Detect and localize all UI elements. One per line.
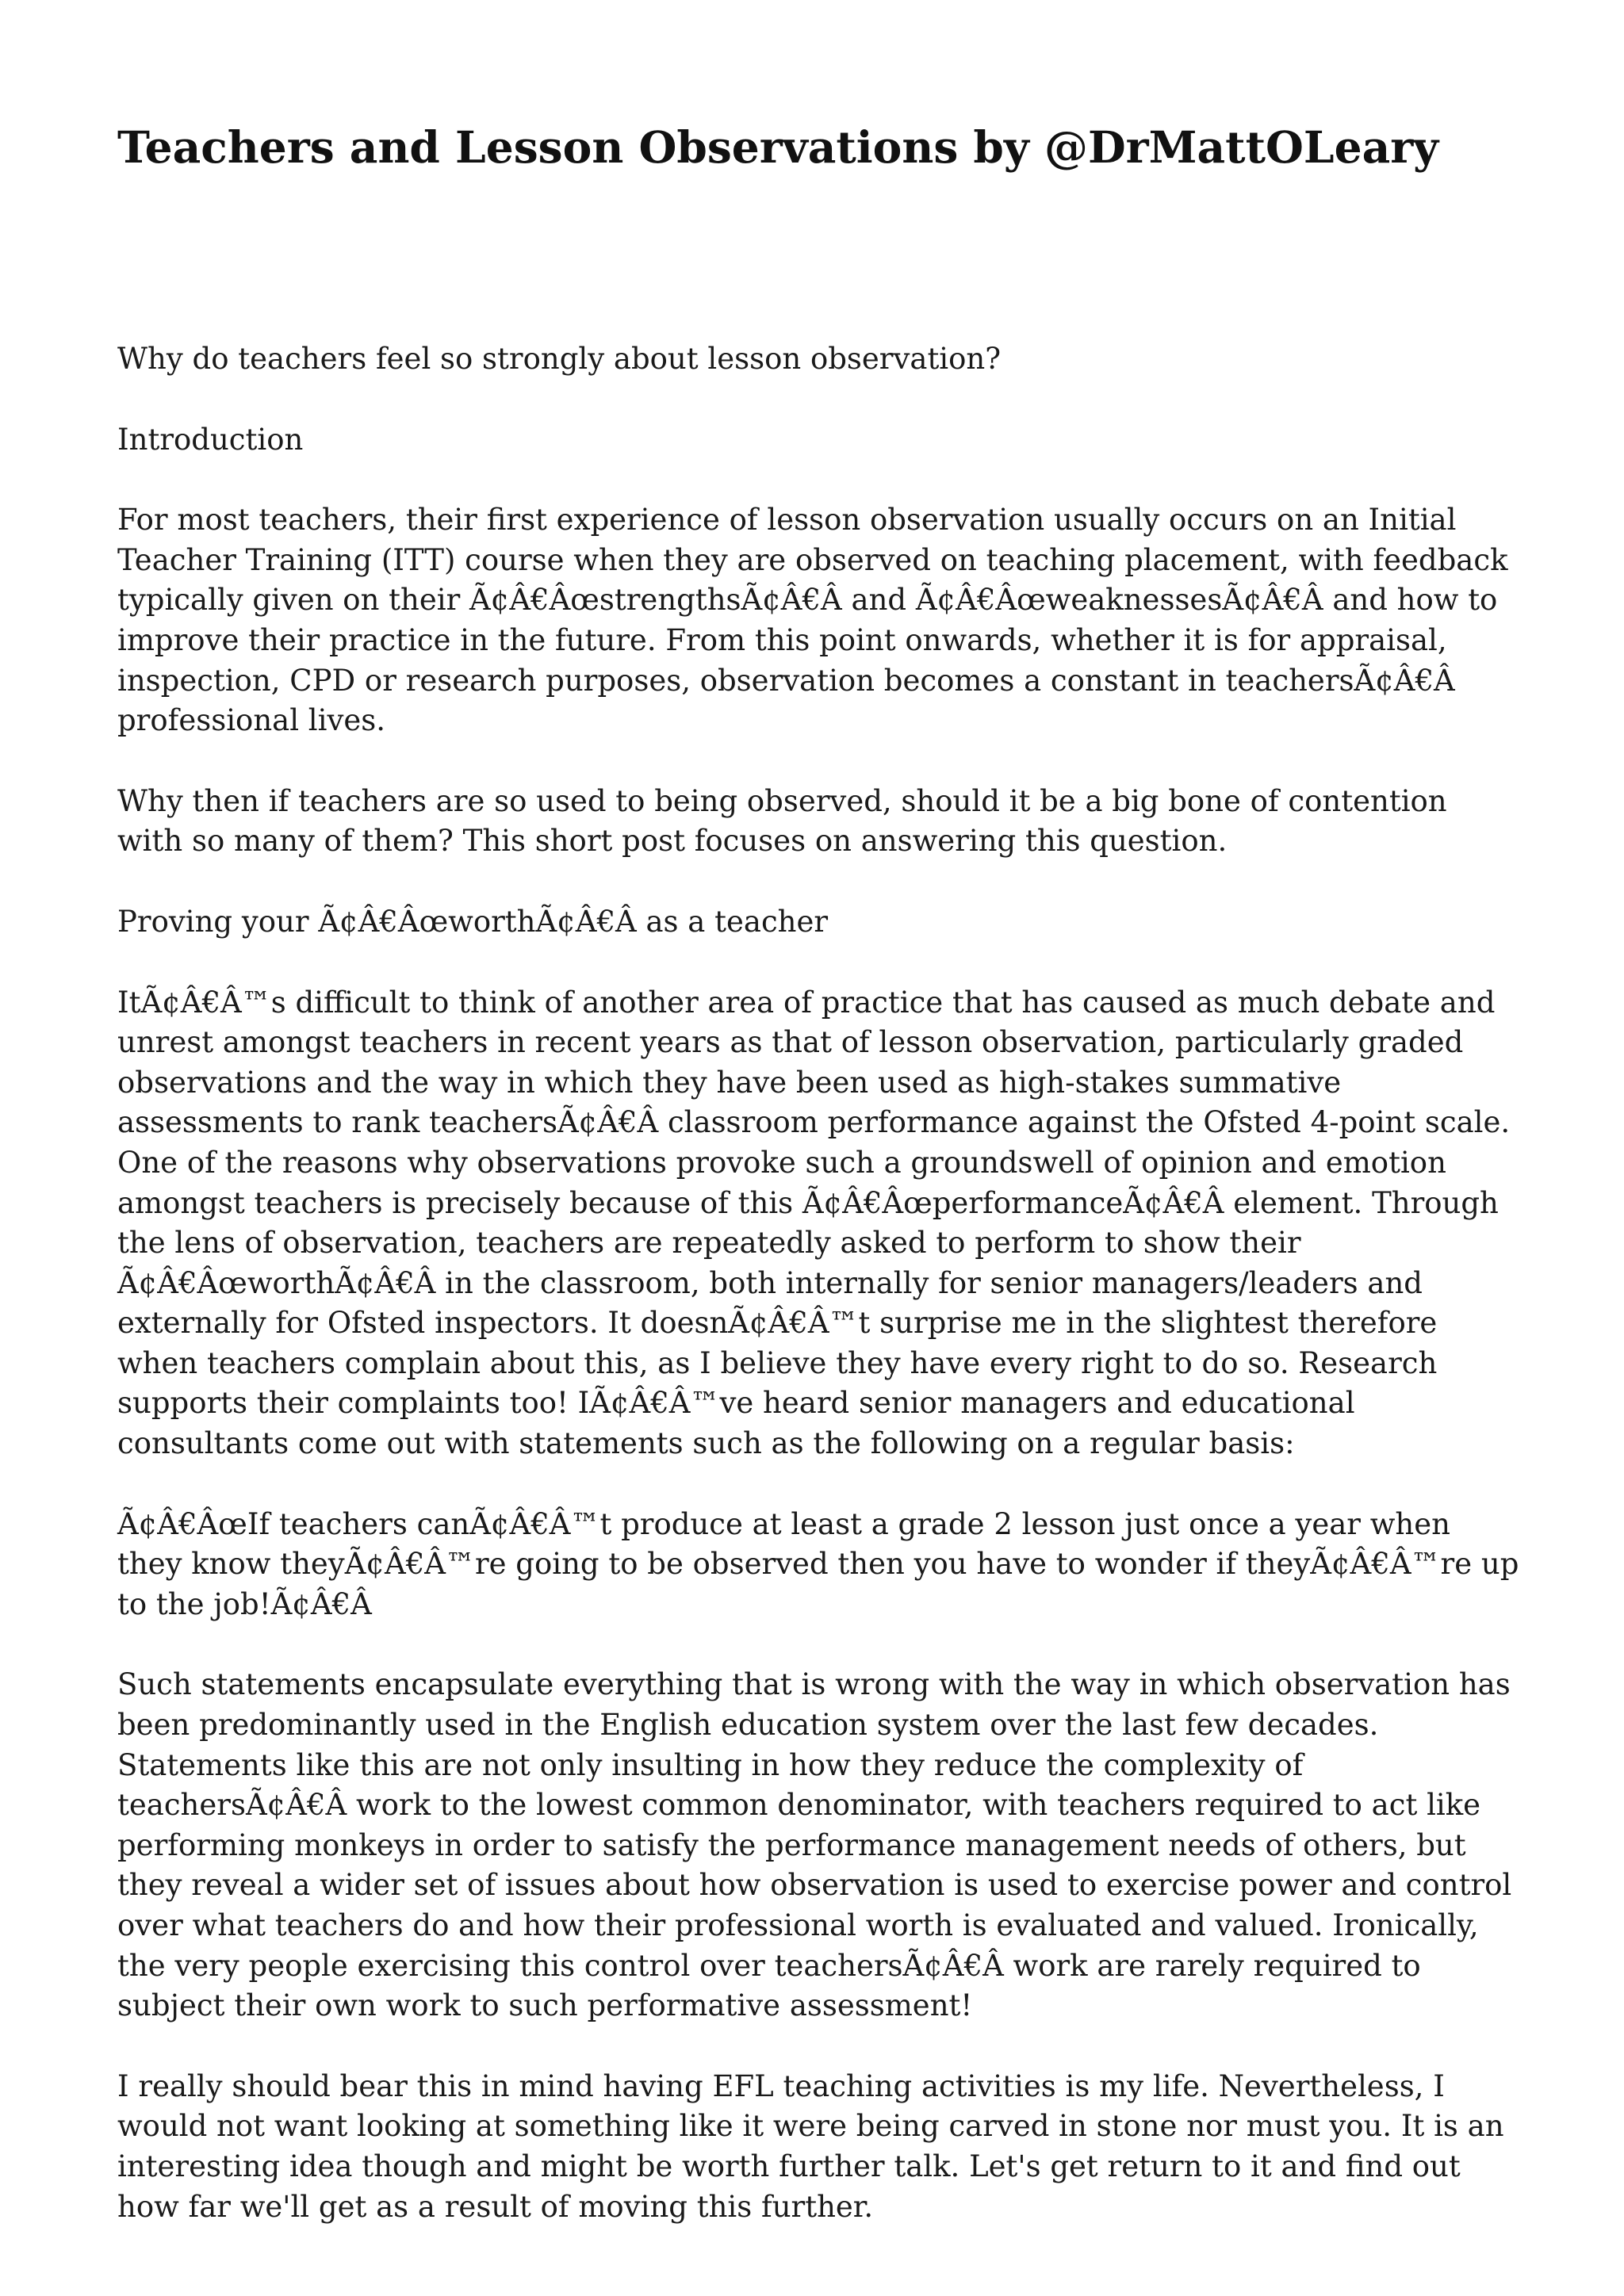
document-body [117, 339, 1521, 2227]
question-paragraph: Why do teachers feel so strongly about lesson observation? [117, 342, 1002, 376]
document-page [117, 119, 1521, 2267]
intro-paragraph: For most teachers, their first experience of lesson observation usually occurs on an Initial Teacher Training (ITT) course when they are observed on teaching placement, with feedback typically given on their Ã¢Â€ÂœstrengthsÃ¢Â€Â and Ã¢Â€ÂœweaknessesÃ¢Â€Â and how to improve their practice in the future. From this point onwards, whether it is for appraisal, inspection, CPD or research purposes, observation becomes a constant in teachersÃ¢Â€Â professional lives. [117, 503, 1508, 738]
proving-worth-heading: Proving your Ã¢Â€ÂœworthÃ¢Â€Â as a teacher [117, 904, 829, 939]
introduction-heading: Introduction [117, 422, 304, 457]
contention-paragraph: Why then if teachers are so used to being observed, should it be a big bone of contention with so many of them? This short post focuses on answering this question. [117, 783, 1447, 859]
debate-paragraph: ItÃ¢Â€Â™s difficult to think of another area of practice that has caused as much debate and unrest amongst teachers in recent years as that of lesson observation, particularly graded observations and the way in which they have been used as high-stakes summative assessments to rank teachersÃ¢Â€Â classroom performance against the Ofsted 4-point scale. One of the reasons why observations provoke such a groundswell of opinion and emotion amongst teachers is precisely because of this Ã¢Â€ÂœperformanceÃ¢Â€Â element. Through the lens of observation, teachers are repeatedly asked to perform to show their Ã¢Â€ÂœworthÃ¢Â€Â in the classroom, both internally for senior managers/leaders and externally for Ofsted inspectors. It doesnÃ¢Â€Â™t surprise me in the slightest therefore when teachers complain about this, as I believe they have every right to do so. Research supports their complaints too! IÃ¢Â€Â™ve heard senior managers and educational consultants come out with statements such as the following on a regular basis: [117, 985, 1511, 1461]
closing-paragraph: I really should bear this in mind having EFL teaching activities is my life. Nevertheless, I would not want looking at something like it were being carved in stone nor must you. It is an interesting idea though and might be worth further talk. Let's get return to it and find out how far we'll get as a result of moving this further. [117, 2068, 1504, 2224]
quote-paragraph: Ã¢Â€ÂœIf teachers canÃ¢Â€Â™t produce at least a grade 2 lesson just once a year when they know theyÃ¢Â€Â™re going to be observed then you have to wonder if theyÃ¢Â€Â™re up to the job!Ã¢Â€Â [117, 1506, 1519, 1621]
statements-paragraph: Such statements encapsulate everything that is wrong with the way in which observation has been predominantly used in the English education system over the last few decades. Statements like this are not only insulting in how they reduce the complexity of teachersÃ¢Â€Â work to the lowest common denominator, with teachers required to act like performing monkeys in order to satisfy the performance management needs of others, but they reveal a wider set of issues about how observation is used to exercise power and control over what teachers do and how their professional worth is evaluated and valued. Ironically, the very people exercising this control over teachersÃ¢Â€Â work are rarely required to subject their own work to such performative assessment! [117, 1667, 1512, 2023]
document-title: Teachers and Lesson Observations by @DrMattOLeary [117, 121, 1439, 173]
